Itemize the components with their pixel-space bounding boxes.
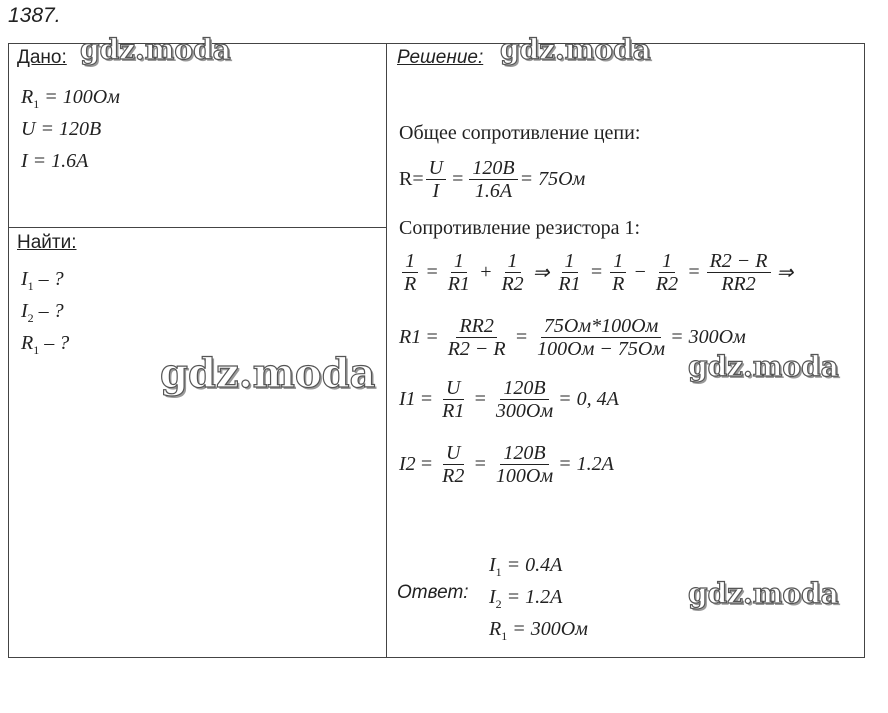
find-item-r1: $R_1$ – ? xyxy=(21,332,70,357)
problem-number: 1387. xyxy=(8,4,61,27)
solution-header: Решение: xyxy=(397,47,484,68)
equation-parallel: $\frac{1}{R}$ = $\frac{1}{R1}$ + $\frac{1}{R2}$ ⇒ $\frac{1}{R1}$ = $\frac{1}{R}$ − $\frac{1}{R2}$ = $\frac{R2 - R}{RR2}$ ⇒ xyxy=(404,250,794,295)
given-item-r1: $R_1 = 100Ом$ xyxy=(21,86,120,111)
equation-i2: I2 = $\frac{U}{R2}$ = $\frac{120В}{100Ом}$ = 1.2А xyxy=(399,442,614,487)
given-header: Дано: xyxy=(17,47,67,68)
find-item-i2: $I_2$ – ? xyxy=(21,300,64,325)
answer-item-r1: $R_1 = 300Ом$ xyxy=(489,618,588,643)
column-divider xyxy=(386,43,387,657)
find-header: Найти: xyxy=(17,232,77,253)
given-find-divider xyxy=(8,227,387,228)
watermark-logo: gdz.moda xyxy=(688,577,839,610)
answer-item-i2: $I_2 = 1.2А$ xyxy=(489,586,563,611)
answer-item-i1: $I_1 = 0.4А$ xyxy=(489,554,563,579)
resistor1-label: Сопротивление резистора 1: xyxy=(399,217,641,239)
answer-label: Ответ: xyxy=(397,582,469,603)
watermark-logo: gdz.moda xyxy=(160,350,376,397)
find-item-i1: $I_1$ – ? xyxy=(21,268,64,293)
equation-i1: I1 = $\frac{U}{R1}$ = $\frac{120В}{300Ом}$ = 0, 4А xyxy=(399,377,619,422)
given-item-i: I = 1.6А xyxy=(21,150,89,172)
given-item-u: U = 120В xyxy=(21,118,102,140)
watermark-logo: gdz.moda xyxy=(500,33,651,66)
equation-total-resistance: R= $\frac{U}{I}$ = $\frac{120В}{1.6А}$ = 75Ом xyxy=(399,157,586,202)
total-resistance-label: Общее сопротивление цепи: xyxy=(399,122,641,144)
watermark-logo: gdz.moda xyxy=(688,350,839,383)
watermark-logo: gdz.moda xyxy=(80,33,231,66)
equation-r1: R1 = $\frac{RR2}{R2 - R}$ = $\frac{75Ом*100Ом}{100Ом - 75Ом}$ = 300Ом xyxy=(399,315,746,360)
